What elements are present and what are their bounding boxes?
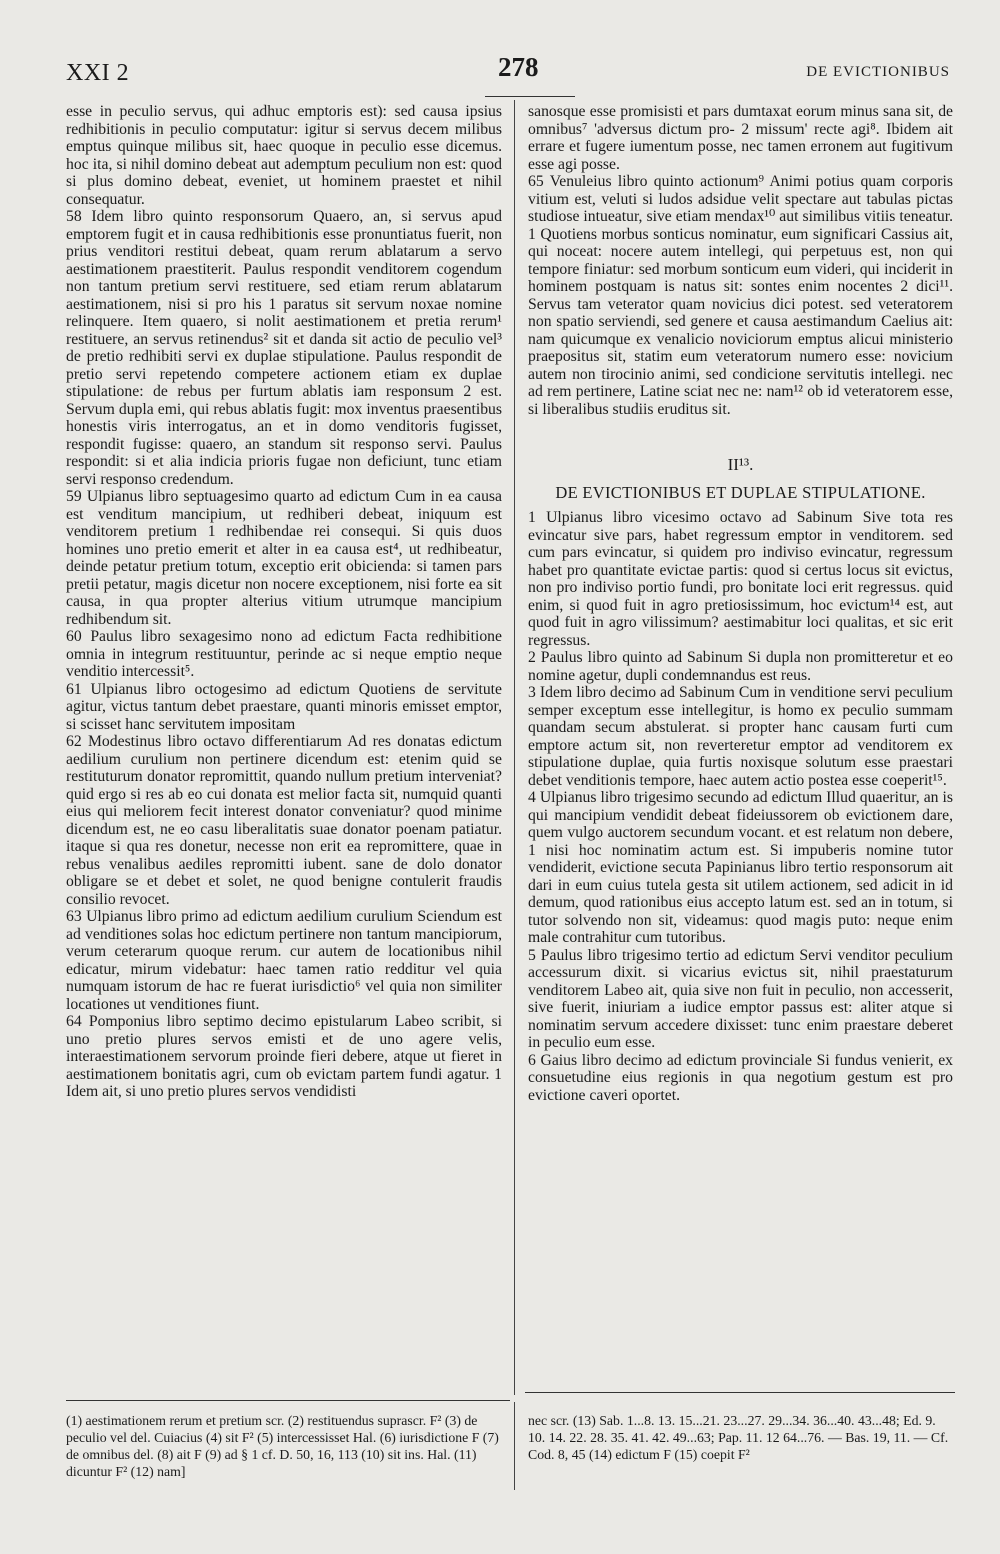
text-paragraph: esse in peculio servus, qui adhuc emptoris est): sed causa ipsius redhibitionis in peculio computatur: igitur si servus decem milibus emptus quinque milibus sit, haec quoque in peculio esse dicemus. hoc ita, si nihil domino debeat aut ademptum peculium non est: quod si plus domino debeat, eveniet, ut hominem praestet et nihil consequatur.: [66, 103, 502, 208]
column-divider: [514, 100, 515, 1395]
footnotes-left: (1) aestimationem rerum et pretium scr. (2) restituendus suprascr. F² (3) de peculio vel del. Cuiacius (4) sit F² (5) intercessisset Hal. (6) iurisdictione F (7) de omnibus del. (8) ait F (9) ad § 1 cf. D. 50, 16, 113 (10) sit ins. Hal. (11) dicuntur F² (12) nam]: [66, 1413, 499, 1479]
left-column: [66, 103, 502, 1101]
text-paragraph: 63 Ulpianus libro primo ad edictum aedilium curulium Sciendum est ad venditiones solas hoc edictum pertinere non tantum mancipiorum, verum ceterarum quoque rerum. cur autem de locationibus nihil edicatur, mirum videbatur: haec tamen ratio redditur vel quia numquam istorum de hac re fuerat iurisdictio⁶ vel quia non similiter locationes ut venditiones fiunt.: [66, 908, 502, 1013]
page-header: [66, 52, 950, 92]
text-paragraph: 3 Idem libro decimo ad Sabinum Cum in venditione servi peculium semper exceptum esse intellegitur, is homo ex peculio summam quandam secum abstulerat. si propter hanc causam furti cum emptore actum sit, non reverteretur emptor ad venditorem ex stipulatione duplae, quia furtis noxisque solutum esse praestari debet venditionis tempore, haec autem actio postea esse coeperit¹⁵.: [528, 684, 953, 789]
text-paragraph: sanosque esse promisisti et pars dumtaxat eorum minus sana sit, de omnibus⁷ 'adversus dictum pro- 2 missum' recte agi⁸. Ibidem ait errare et fugere iumentum posse, nec tamen erronem aut fugitivum esse agi posse.: [528, 103, 953, 173]
text-paragraph: 4 Ulpianus libro trigesimo secundo ad edictum Illud quaeritur, an is qui mancipium vendidit debeat fideiussorem ob evictionem dare, quem vulgo auctorem secundum vocant. et est relatum non debere, 1 nisi hoc nominatim actum est. Si impuberis nomine tutor vendiderit, evictione secuta Papinianus libro tertio responsorum ait dari in eum cuius tutela gesta sit utilem actionem, sed adicit in id demum, quod rationibus eius accepto latum est. sed an in totum, si tutor solvendo non sit, videamus: quod magis puto: neque enim male contrahitur cum tutoribus.: [528, 789, 953, 946]
footnotes-right: nec scr. (13) Sab. 1...8. 13. 15...21. 23...27. 29...34. 36...40. 43...48; Ed. 9. 10. 14. 22. 28. 35. 41. 42. 49...63; Pap. 11. 12 64...76. — Bas. 19, 11. — Cf. Cod. 8, 45 (14) edictum F (15) coepit F²: [528, 1413, 949, 1462]
text-paragraph: 1 Ulpianus libro vicesimo octavo ad Sabinum Sive tota res evincatur sive pars, habet regressum emptor in venditorem. sed cum pars evincatur, si quidem pro indiviso evincatur, regressum habet pro quantitate evictae partis: quod si certus locus sit evictus, non pro indiviso portio fundi, pro bonitate loci erit regressus. quid enim, si quod fuit in agro pretiosissimum, hoc evictum¹⁴ est, aut quod fuit in agro vilissimum? aestimabitur loci qualitas, et sic erit regressus.: [528, 509, 953, 649]
footnote-rule: [66, 1400, 510, 1401]
text-paragraph: 6 Gaius libro decimo ad edictum provinciale Si fundus venierit, ex consuetudine eius regionis in qua negotium gestum est pro evictione caveri oportet.: [528, 1051, 953, 1104]
book-section-label: XXI 2: [66, 60, 130, 86]
text-paragraph: 5 Paulus libro trigesimo tertio ad edictum Servi venditor peculium accessurum dixit. si vicarius evictus sit, nihil praestaturum venditorem Labeo ait, quia sive non fuit in peculio, non accesserit, sive fuerit, iniuriam a iudice emptor passus est: aliter atque si nominatim servum accedere dixisset: tunc enim praestare deberet in peculio eum esse.: [528, 946, 953, 1051]
section-title: DE EVICTIONIBUS ET DUPLAE STIPULATIONE.: [555, 482, 926, 502]
text-paragraph: 64 Pomponius libro septimo decimo epistularum Labeo scribit, si uno pretio plures servos emisti et de uno agere velis, interaestimationem servorum proinde fieri debere, atque ut fieret in aestimationem bonitatis agri, cum ob evictam partem fundi agatur. 1 Idem ait, si uno pretio plures servos vendidisti: [66, 1013, 502, 1100]
footnote-rule: [525, 1392, 955, 1393]
text-paragraph: 61 Ulpianus libro octogesimo ad edictum Quotiens de servitute agitur, victus tantum debet praestare, quanti minoris emisset emptor, si scisset hanc servitutem impositam: [66, 680, 502, 733]
text-paragraph: 58 Idem libro quinto responsorum Quaero, an, si servus apud emptorem fugit et in causa redhibitionis esse pronuntiatus fuerit, non prius venditori restitui debeat, quam rerum ablatarum a servo aestimationem praestiterit. Paulus respondit venditorem cogendum non tantum pretium servi restituere, sed etiam rerum ablatarum aestimationem, nisi si pro his 1 paratus sit servum noxae nomine relinquere. Item quaero, si nolit aestimationem et pretia rerum¹ restituere, an servus retinendus² sit et danda sit actio de peculio vel³ de pretio redhibiti servi ex duplae stipulatione. Paulus respondit de pretio servi repetendo competere actionem etiam ex duplae stipulatione: de rebus per furtum ablatis iam responsum 2 est. Servum dupla emi, qui rebus ablatis fugit: mox inventus praesentibus honestis viris interrogatus, an et in domo venditoris fugisset, respondit fugisse: quaero, an standum sit responso servi. Paulus respondit: si et alia indicia prioris fugae non deficiunt, tunc etiam servi responso credendum.: [66, 208, 502, 488]
header-rule: [485, 96, 575, 97]
text-paragraph: 60 Paulus libro sexagesimo nono ad edictum Facta redhibitione omnia in integrum restituuntur, perinde ac si neque emptio neque venditio intercessit⁵.: [66, 628, 502, 680]
text-paragraph: 59 Ulpianus libro septuagesimo quarto ad edictum Cum in ea causa est venditum mancipium, ut redhiberi debeat, iniquum est venditorem pretium 1 redhibendae rei consequi. Si quis duos homines uno pretio emerit et alter in ea causa est⁴, ut redhibeatur, deinde petatur pretium totum, exceptio erit obicienda: si tamen pars pretii petatur, magis dicetur non nocere exceptionem, nisi forte ea sit causa, in qua propter alterius vitium utrumque mancipium redhibendum sit.: [66, 488, 502, 628]
running-title: DE EVICTIONIBUS: [806, 64, 950, 80]
text-paragraph: 65 Venuleius libro quinto actionum⁹ Animi potius quam corporis vitium est, veluti si ludos adsidue velit spectare aut tabulas pictas studiose intueatur, sive etiam mendax¹⁰ aut similibus vitiis teneatur. 1 Quotiens morbus sonticus nominatur, eum significari Cassius ait, qui noceat: nocere autem intellegi, qui perpetuus est, non qui tempore finiatur: sed morbum sonticum eum videri, qui inciderit in hominem postquam is natus sit: sontes enim nocentes 2 dici¹¹. Servus tam veterator quam novicius dici potest. sed veteratorem non spatio serviendi, sed genere et causa aestimandum Caelius ait: nam quicumque ex venalicio noviciorum emptus alicui ministerio praepositus sit, statim eum veteratorum numero esse: novicium autem non tirocinio animi, sed condicione servitutis intellegi. nec ad rem pertinere, Latine sciat nec ne: nam¹² ob id veteratorem esse, si liberalibus studiis eruditus sit.: [528, 173, 953, 418]
section-number: II¹³.: [727, 455, 754, 474]
footnote-divider: [514, 1402, 515, 1490]
text-paragraph: 2 Paulus libro quinto ad Sabinum Si dupla non promitteretur et eo nomine agetur, dupli condemnandus est reus.: [528, 649, 953, 684]
text-paragraph: 62 Modestinus libro octavo differentiarum Ad res donatas edictum aedilium curulium non pertinere dicendum est: etenim quid se restituturum donator repromittit, quando nullum pretium interveniat? quid ergo si res ab eo cui donata est melior facta sit, numquid quanti eius qui meliorem fecit interest donator conveniatur? quod minime dicendum est, ne eo casu liberalitatis suae donator poenam patiatur. itaque si qua res donetur, necesse non erit ea repromittere, quae in rebus venalibus aediles repromitti iubent. sane de dolo donator obligare se et debet et solet, ne quod benigne contulerit fraudis consilio revocet.: [66, 733, 502, 908]
page-number: 278: [498, 52, 539, 82]
right-column: [528, 103, 953, 1104]
